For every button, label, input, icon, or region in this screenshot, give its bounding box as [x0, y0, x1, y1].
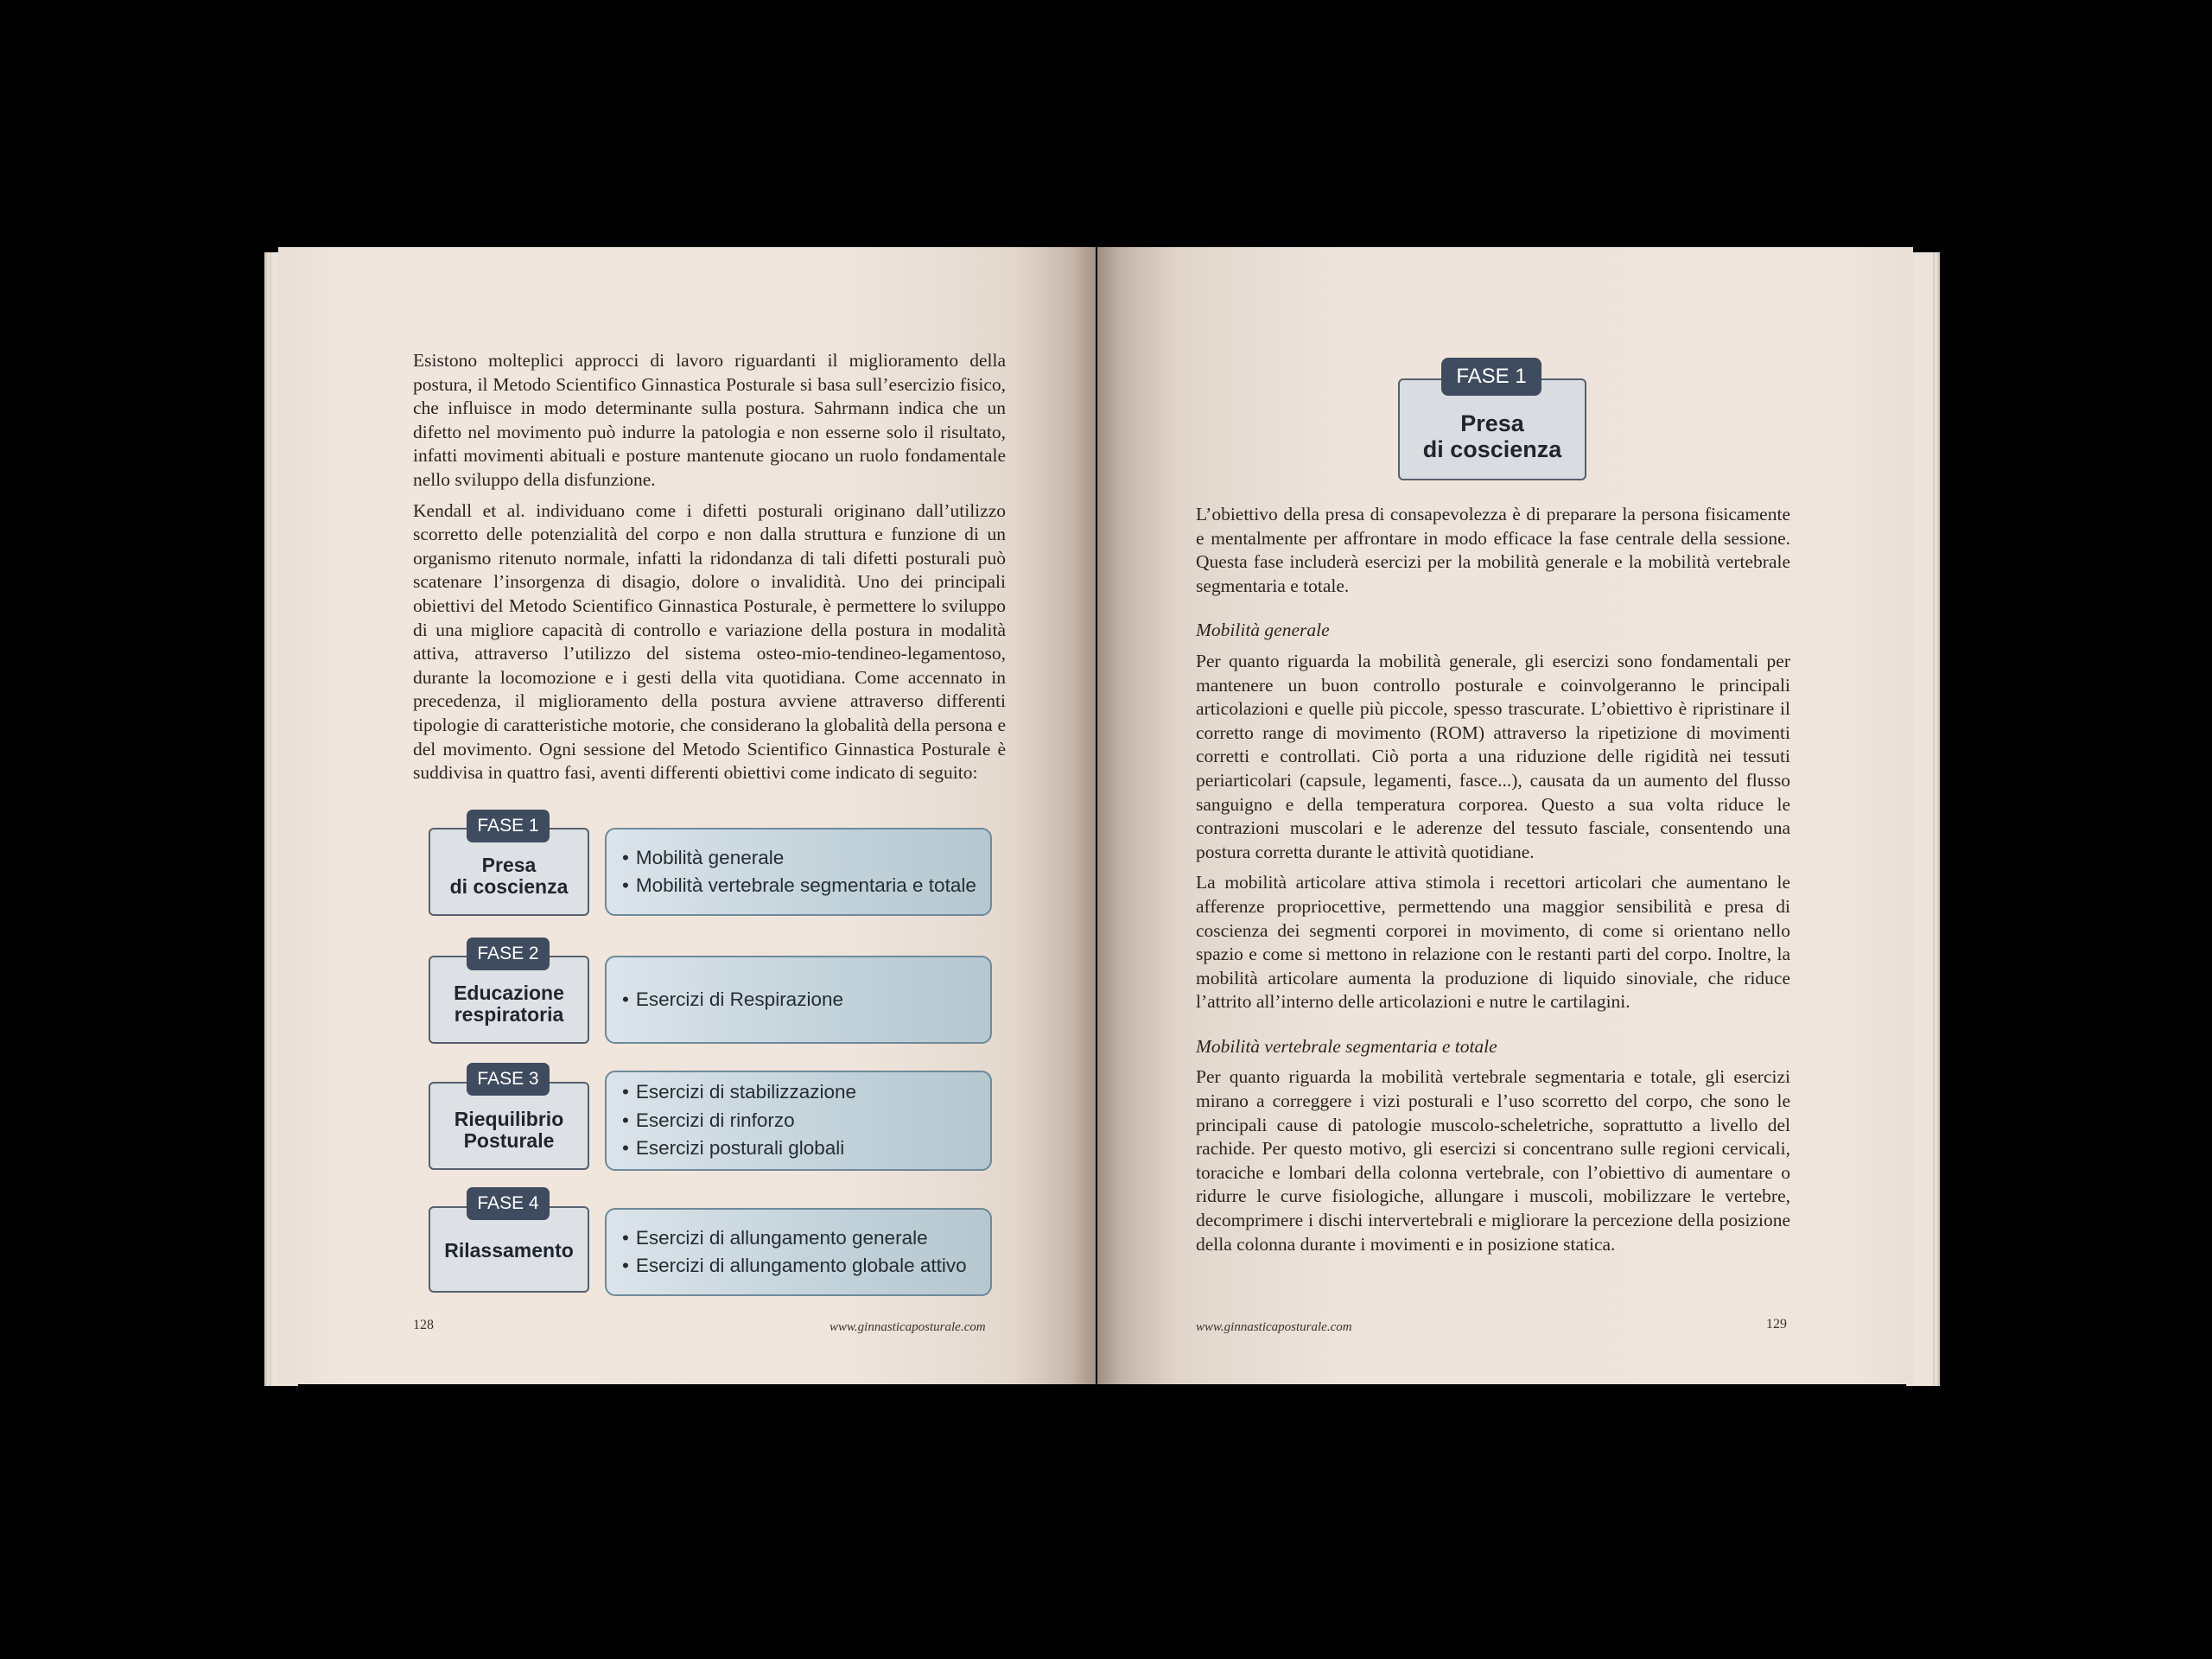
left-paragraph-2: Kendall et al. individuano come i difetti posturali originano dall’utilizzo scorretto delle potenzialità del corpo e non dalla struttura e funzione di un organismo ritenuto normale, infatti la ridondanza di tali difetti posturali può scatenare l’insorgenza di disagio, dolore o invalidità. Uno dei principali obiettivi del Metodo Scientifico Ginnastica Posturale, è permettere lo sviluppo di una migliore capacità di controllo e variazione della postura in modalità attiva, attraverso l’utilizzo del sistema osteo-mio-tendineo-legamentoso, durante la locomozione e i gesti della vita quotidiana. Come accennato in precedenza, il miglioramento della postura avviene attraverso differenti tipologie di caratteristiche motorie, che considerano la globalità della persona e del movimento. Ogni sessione del Metodo Scientifico Ginnastica Posturale è suddivisa in quattro fasi, aventi differenti obiettivi come indicato di seguito: [413, 499, 1006, 784]
phase-3-title-line1: Riequilibrio [454, 1108, 564, 1130]
left-paragraph-1: Esistono molteplici approcci di lavoro riguardanti il miglioramento della postura, il Metodo Scientifico Ginnastica Posturale si basa sull’esercizio fisico, che influisce in modo determinante sulla postura. Sahrmann indica che un difetto nel movimento può indurre la patologia e non esserne solo il risultato, infatti movimenti abituali e posture mantenute giocano un ruolo fondamentale nello sviluppo della disfunzione. [413, 350, 1006, 490]
section-heading-mobilita-generale: Mobilità generale [1196, 620, 1330, 641]
phase-2-items [605, 956, 992, 1044]
phase-1-items [605, 828, 992, 916]
phase-3-item: • Esercizi di rinforzo [622, 1107, 990, 1135]
right-phase-title-line2: di coscienza [1422, 436, 1562, 462]
right-phase-tag: FASE 1 [1441, 358, 1541, 396]
phase-1-title-line1: Presa [481, 854, 537, 876]
section2-paragraph-1: Per quanto riguarda la mobilità vertebrale segmentaria e totale, gli esercizi mirano a correggere i vizi posturali e l’uso scorretto del corpo, che sono le principali cause di patologie muscolo-scheletriche, soprattutto a livello del rachide. Per questo motivo, gli esercizi si concentrano sulle regioni cervicali, toraciche e lombari della colonna vertebrale, con l’obiettivo di aumentare o ridurre le curve fisiologiche, allungare i muscoli, mobilizzare le vertebre, decomprimere i dischi intervertebrali e migliorare la percezione della posizione della colonna durante i movimenti e in posizione statica. [1196, 1066, 1790, 1255]
phase-4-items [605, 1208, 992, 1296]
phase-1-tag: FASE 1 [467, 810, 550, 842]
phase-4-title-line1: Rilassamento [444, 1238, 574, 1262]
left-body-text [413, 349, 1006, 792]
left-footer-url: www.ginnasticaposturale.com [830, 1320, 986, 1334]
section-heading-mobilita-vertebrale: Mobilità vertebrale segmentaria e totale [1196, 1035, 1497, 1057]
section1-paragraph-1: Per quanto riguarda la mobilità generale, gli esercizi sono fondamentali per mantenere un buon controllo posturale e coinvolgeranno le principali articolazioni e quelle più piccole, spesso trascurate. L’obiettivo è ripristinare il corretto range di movimento (ROM) attraverso la ripetizione di movimenti corretti e controllati. Ciò porta a una riduzione delle rigidità nei tessuti periarticolari (capsule, legamenti, fasce...), causata da un aumento del flusso sanguigno e della temperatura corporea. Questo a sua volta riduce le contrazioni muscolari e le aderenze del tessuto fasciale, consentendo una postura corretta durante le attività quotidiane. [1196, 650, 1790, 862]
phase-1-item: • Mobilità vertebrale segmentaria e totale [622, 872, 990, 900]
phase-2-title-line2: respiratoria [454, 1003, 564, 1026]
phase-3-items [605, 1071, 992, 1171]
section1-paragraph-2: La mobilità articolare attiva stimola i recettori articolari che aumentano le afferenze propriocettive, permettendo una maggior sensibilità e presa di coscienza dei segmenti corporei in movimento, di come si orientano nello spazio e come si mettono in relazione con le restanti parti del corpo. Inoltre, la mobilità articolare aumenta la produzione di liquido sinoviale, che riduce l’attrito all’interno delle articolazioni e nutre le cartilagini. [1196, 872, 1790, 1013]
phase-3-item: • Esercizi di stabilizzazione [622, 1078, 990, 1107]
phase-3-tag: FASE 3 [467, 1063, 550, 1096]
phase-1-title-line2: di coscienza [449, 875, 569, 898]
phase-2-tag: FASE 2 [467, 938, 550, 970]
phase-3-title-line2: Posturale [463, 1129, 555, 1152]
phase-3-item: • Esercizi posturali globali [622, 1135, 990, 1163]
phase-4-item: • Esercizi di allungamento globale attivo [622, 1252, 990, 1281]
phase-4-tag: FASE 4 [467, 1187, 550, 1220]
left-page-number: 128 [413, 1318, 434, 1332]
phase-4-item: • Esercizi di allungamento generale [622, 1224, 990, 1253]
phase-2-item: • Esercizi di Respirazione [622, 986, 990, 1014]
right-phase-title-line1: Presa [1460, 410, 1524, 436]
right-page-number: 129 [1766, 1317, 1787, 1332]
right-intro: L’obiettivo della presa di consapevolezza è di preparare la persona fisicamente e mentalmente per affrontare in modo efficace la fase centrale della sessione. Questa fase includerà esercizi per la mobilità generale e la mobilità vertebrale segmentaria e totale. [1196, 504, 1790, 596]
phase-1-item: • Mobilità generale [622, 844, 990, 873]
right-body-text [1196, 503, 1790, 1263]
phase-2-title-line1: Educazione [454, 982, 564, 1004]
right-footer-url: www.ginnasticaposturale.com [1196, 1320, 1352, 1334]
